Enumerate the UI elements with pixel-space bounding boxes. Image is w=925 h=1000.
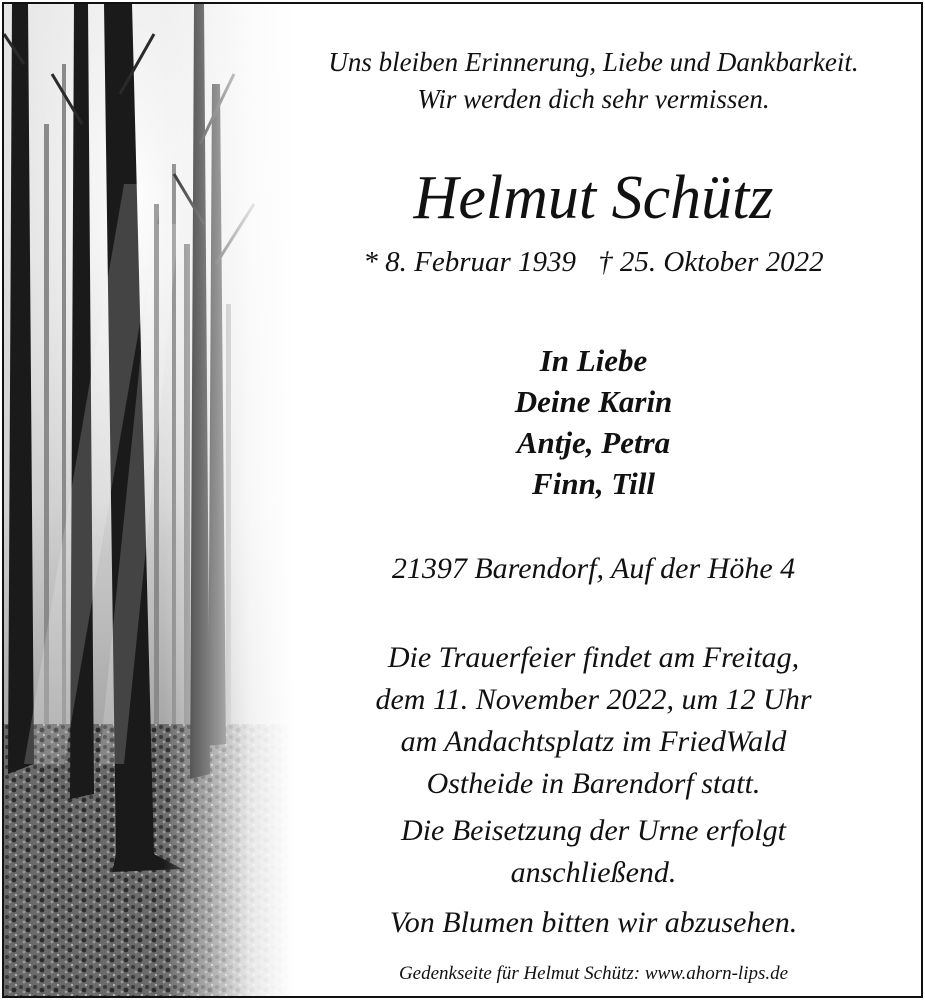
life-dates [266, 242, 921, 282]
ceremony-line: am Andachtsplatz im FriedWald [400, 725, 787, 758]
family-line: In Liebe [539, 343, 648, 378]
ceremony-info [266, 637, 921, 805]
obituary-text [266, 4, 921, 996]
obituary-frame [2, 2, 923, 998]
birth-date: * 8. Februar 1939 [363, 246, 577, 278]
ceremony-line: Ostheide in Barendorf statt. [426, 767, 761, 800]
memorial-page-link[interactable]: Gedenkseite für Helmut Schütz: www.ahorn-lips.de [398, 963, 789, 984]
family-line: Finn, Till [532, 466, 655, 501]
death-date: † 25. Oktober 2022 [598, 246, 824, 278]
forest-photo [4, 4, 294, 996]
motto-line: Wir werden dich sehr vermissen. [417, 84, 770, 114]
motto [266, 44, 921, 118]
burial-line: anschließend. [510, 856, 677, 889]
motto-line: Uns bleiben Erinnerung, Liebe und Dankbarkeit. [328, 47, 859, 77]
family-line: Antje, Petra [516, 425, 671, 460]
address: 21397 Barendorf, Auf der Höhe 4 [391, 552, 796, 585]
flowers-note: Von Blumen bitten wir abzusehen. [389, 906, 798, 939]
family-line: Deine Karin [514, 384, 673, 419]
burial-line: Die Beisetzung der Urne erfolgt [401, 814, 786, 847]
burial-info [266, 810, 921, 894]
family-signature [266, 340, 921, 504]
deceased-name: Helmut Schütz [413, 164, 774, 232]
ceremony-line: dem 11. November 2022, um 12 Uhr [375, 683, 812, 716]
ceremony-line: Die Trauerfeier findet am Freitag, [387, 641, 800, 674]
